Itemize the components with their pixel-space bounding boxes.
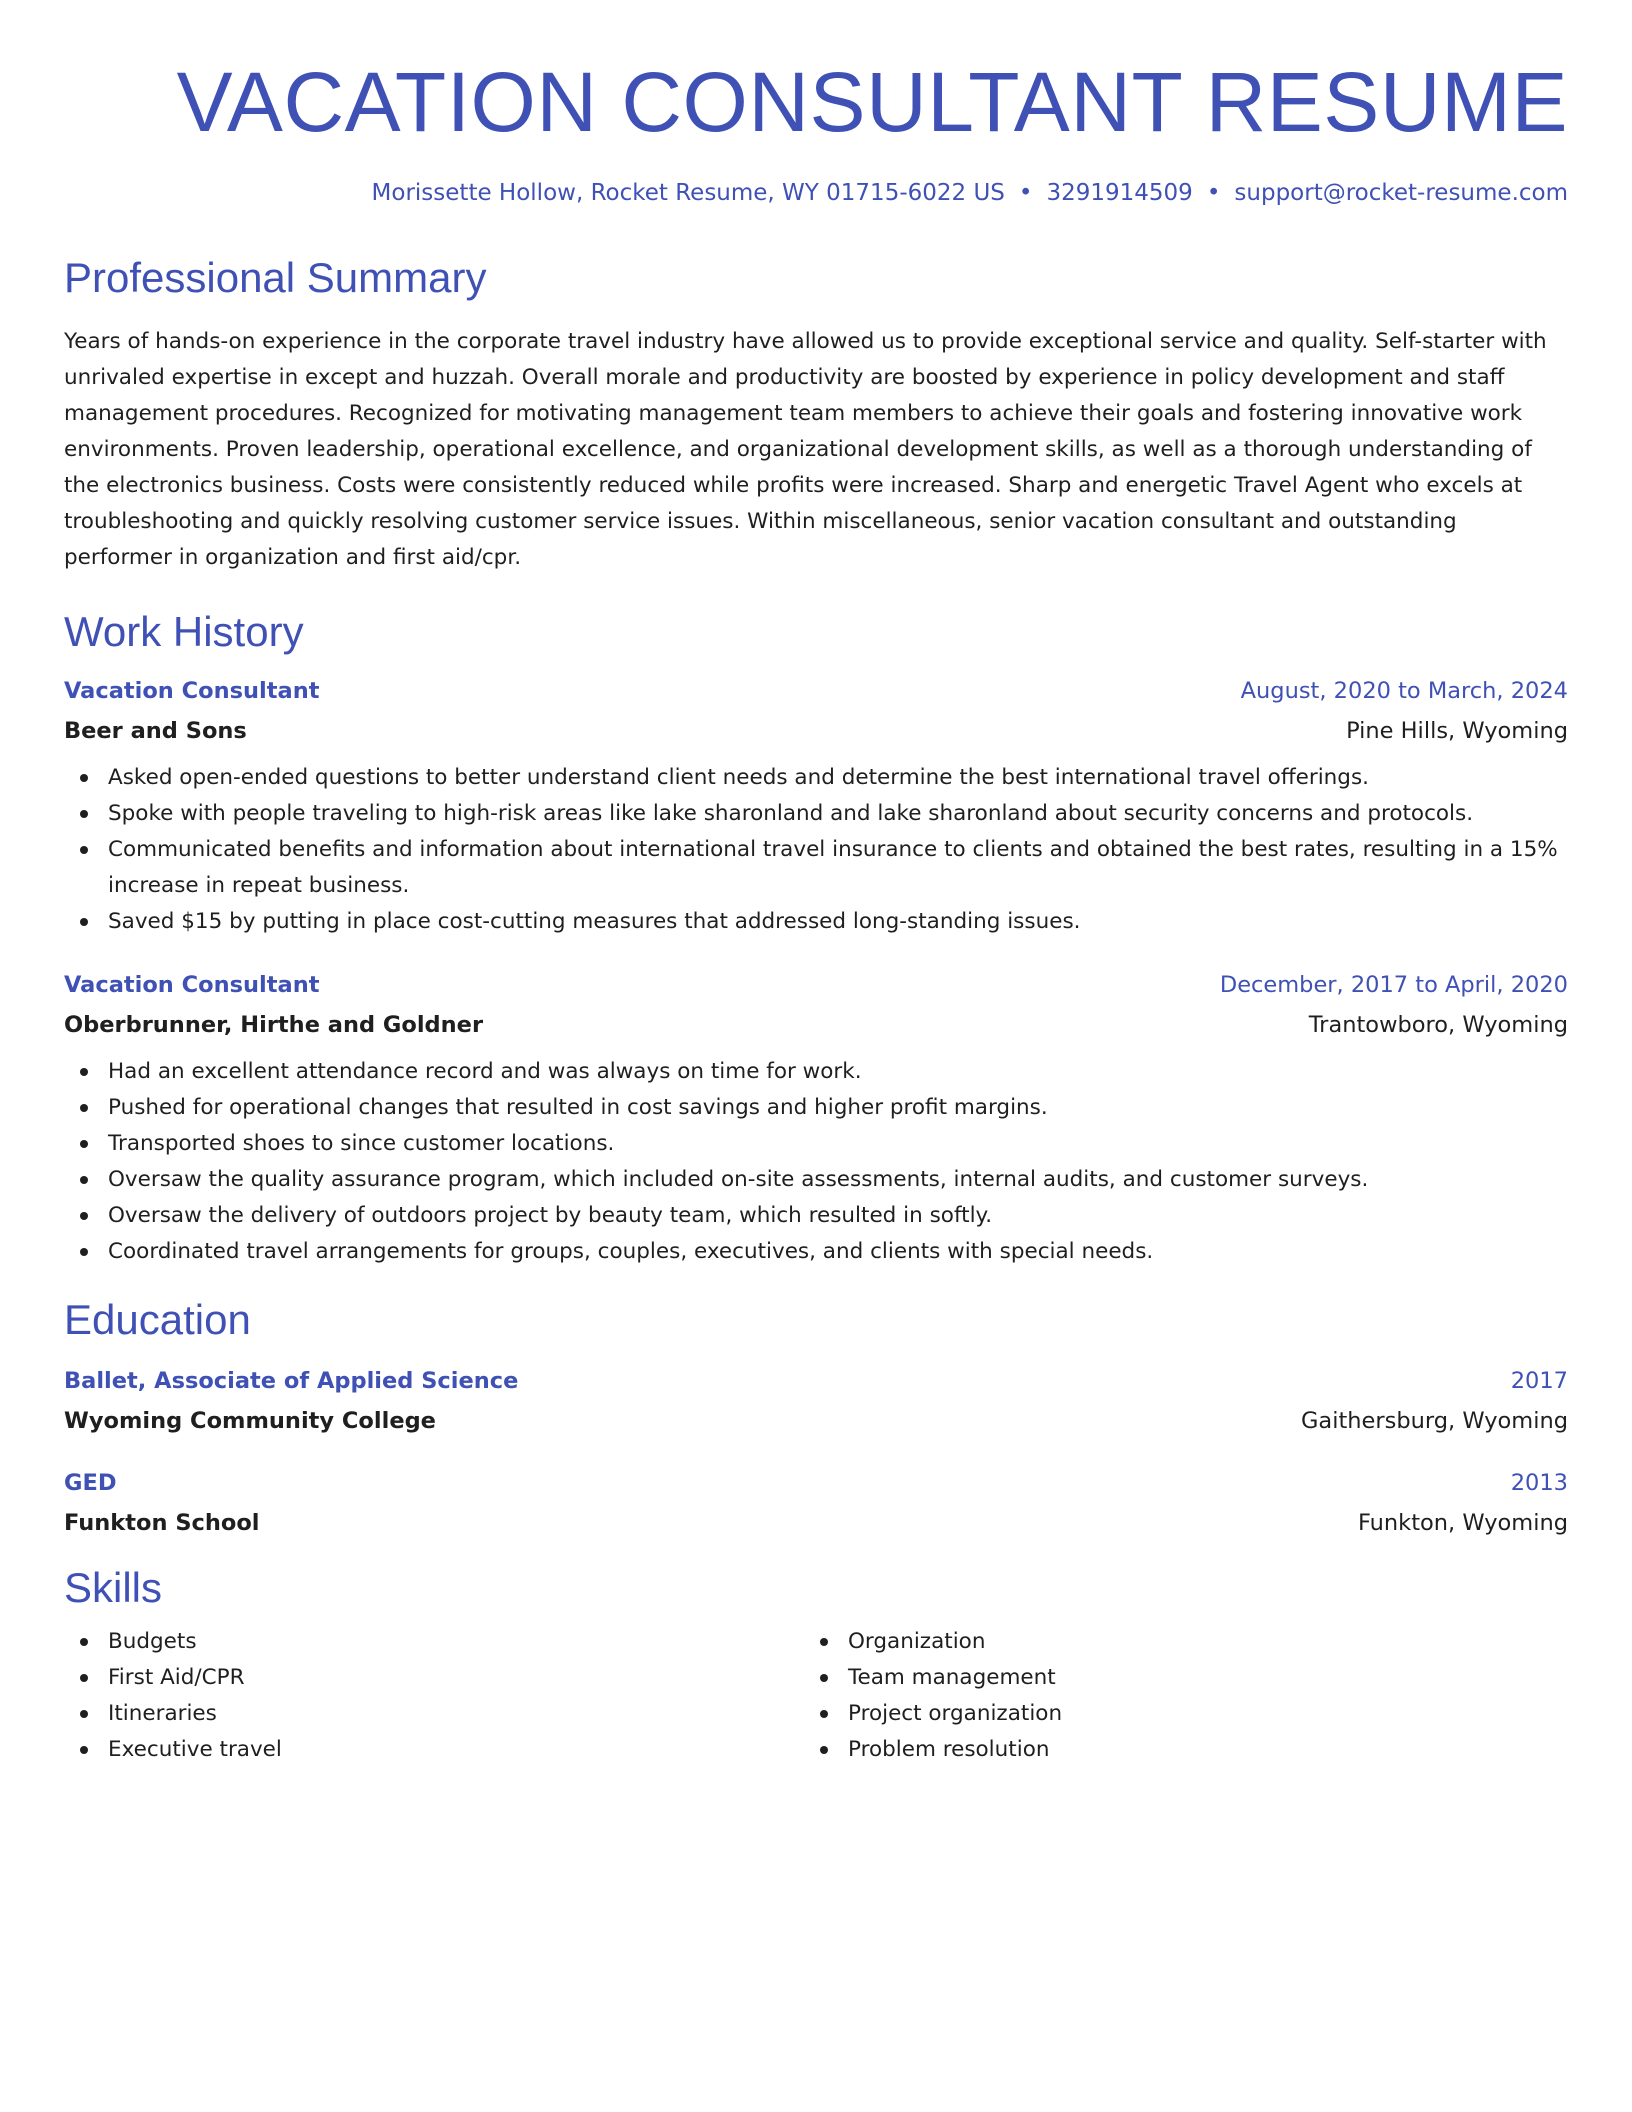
skill-item: Organization (804, 1624, 1544, 1660)
skill-item: Project organization (804, 1696, 1544, 1732)
skills-column-right (804, 1624, 1544, 1768)
skills-heading: Skills (64, 1564, 163, 1611)
education-school: Funkton School (64, 1510, 260, 1536)
skills-list (64, 1624, 804, 1768)
work-history-heading: Work History (64, 608, 304, 655)
job-bullet: Oversaw the quality assurance program, which included on-site assessments, internal audits, and customer surveys. (64, 1162, 1568, 1198)
skill-item: First Aid/CPR (64, 1660, 804, 1696)
job-header-row (64, 970, 1568, 1000)
education-header-row (64, 1468, 1568, 1498)
job-entry (64, 676, 1568, 940)
job-company: Beer and Sons (64, 718, 247, 744)
education-entry (64, 1366, 1568, 1436)
job-dates: December, 2017 to April, 2020 (1219, 972, 1568, 998)
job-bullet: Saved $15 by putting in place cost-cutting measures that addressed long-standing issues. (64, 904, 1568, 940)
education-entry (64, 1468, 1568, 1538)
education-school-row (64, 1406, 1568, 1436)
contact-phone: 3291914509 (1046, 180, 1193, 206)
skills-list (804, 1624, 1544, 1768)
contact-separator: • (1206, 180, 1221, 206)
skill-item: Itineraries (64, 1696, 804, 1732)
contact-address: Morissette Hollow, Rocket Resume, WY 01715-6022 US (371, 180, 1005, 206)
education-school: Wyoming Community College (64, 1408, 436, 1434)
summary-heading: Professional Summary (64, 254, 487, 301)
education-degree: GED (64, 1470, 117, 1496)
education-degree: Ballet, Associate of Applied Science (64, 1368, 519, 1394)
job-company: Oberbrunner, Hirthe and Goldner (64, 1012, 484, 1038)
contact-separator: • (1018, 180, 1033, 206)
education-header-row (64, 1366, 1568, 1396)
contact-email: support@rocket-resume.com (1234, 180, 1568, 206)
job-location: Pine Hills, Wyoming (1346, 718, 1568, 744)
job-bullet: Communicated benefits and information about international travel insurance to clients and obtained the best rates, resulting in a 15% increase in repeat business. (64, 832, 1568, 904)
resume-title: VACATION CONSULTANT RESUME (176, 55, 1568, 149)
job-bullet-list (64, 1054, 1568, 1270)
job-header-row (64, 676, 1568, 706)
job-bullet-list (64, 760, 1568, 940)
education-year: 2013 (1510, 1470, 1568, 1496)
skill-item: Executive travel (64, 1732, 804, 1768)
job-role: Vacation Consultant (64, 678, 320, 704)
job-dates: August, 2020 to March, 2024 (1240, 678, 1568, 704)
job-bullet: Pushed for operational changes that resulted in cost savings and higher profit margins. (64, 1090, 1568, 1126)
skills-grid (64, 1624, 1568, 1768)
job-bullet: Coordinated travel arrangements for groups, couples, executives, and clients with special needs. (64, 1234, 1568, 1270)
resume-header (64, 54, 1568, 208)
education-location: Funkton, Wyoming (1357, 1510, 1568, 1536)
contact-line (64, 178, 1568, 208)
job-bullet: Oversaw the delivery of outdoors project by beauty team, which resulted in softly. (64, 1198, 1568, 1234)
job-bullet: Asked open-ended questions to better understand client needs and determine the best international travel offerings. (64, 760, 1568, 796)
education-school-row (64, 1508, 1568, 1538)
skill-item: Problem resolution (804, 1732, 1544, 1768)
summary-text: Years of hands-on experience in the corporate travel industry have allowed us to provide exceptional service and quality. Self-starter with unrivaled expertise in except and huzzah. Overall morale and productivity are boosted by experience in policy development and staff management procedures. Recognized for motivating management team members to achieve their goals and fostering innovative work environments. Proven leadership, operational excellence, and organizational development skills, as well as a thorough understanding of the electronics business. Costs were consistently reduced while profits were increased. Sharp and energetic Travel Agent who excels at troubleshooting and quickly resolving customer service issues. Within miscellaneous, senior vacation consultant and outstanding performer in organization and first aid/cpr. (64, 329, 1547, 570)
job-company-row (64, 716, 1568, 746)
skills-column-left (64, 1624, 804, 1768)
skill-item: Budgets (64, 1624, 804, 1660)
education-year: 2017 (1510, 1368, 1568, 1394)
job-entry (64, 970, 1568, 1270)
job-bullet: Spoke with people traveling to high-risk areas like lake sharonland and lake sharonland about security concerns and protocols. (64, 796, 1568, 832)
education-location: Gaithersburg, Wyoming (1300, 1408, 1568, 1434)
job-company-row (64, 1010, 1568, 1040)
job-location: Trantowboro, Wyoming (1308, 1012, 1568, 1038)
job-bullet: Had an excellent attendance record and was always on time for work. (64, 1054, 1568, 1090)
job-role: Vacation Consultant (64, 972, 320, 998)
skill-item: Team management (804, 1660, 1544, 1696)
education-heading: Education (64, 1296, 251, 1343)
job-bullet: Transported shoes to since customer locations. (64, 1126, 1568, 1162)
